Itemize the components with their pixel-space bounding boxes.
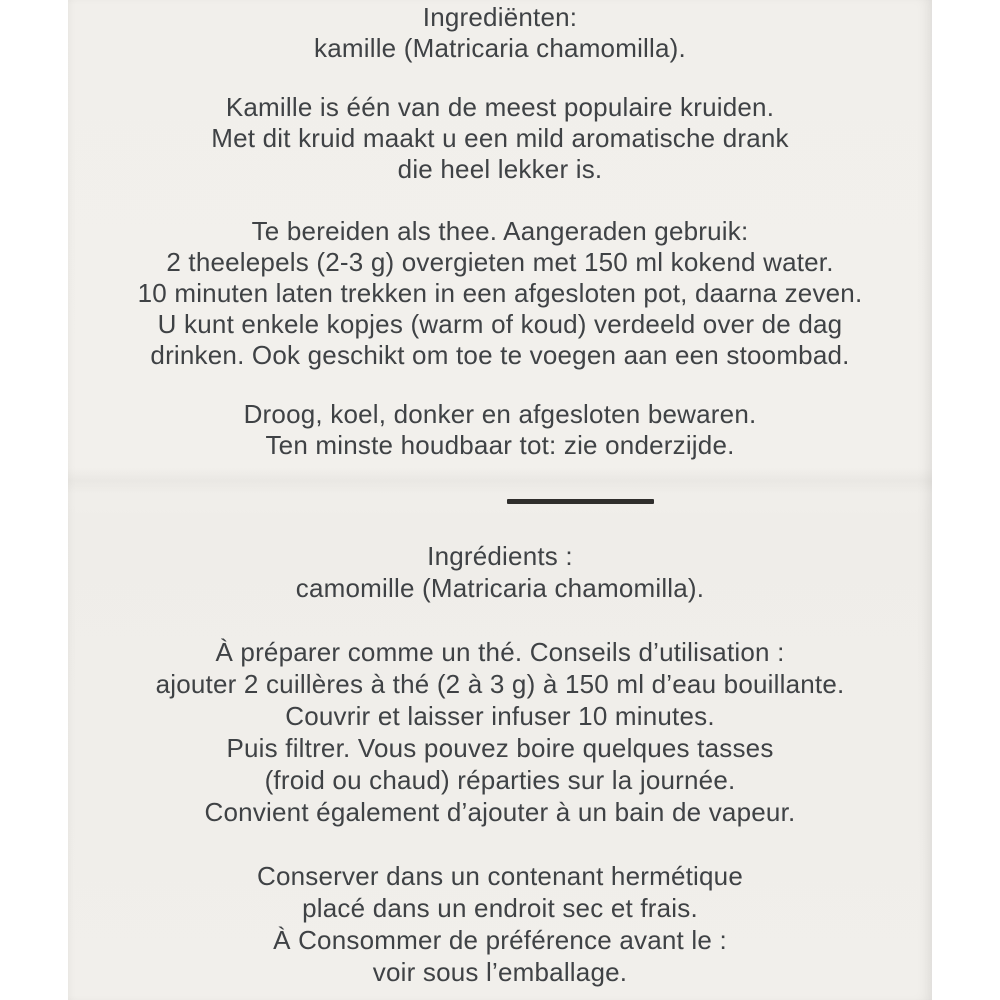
nl-description-section — [68, 92, 932, 185]
label-line: (froid ou chaud) réparties sur la journée. — [264, 765, 736, 795]
paper-crease — [68, 468, 932, 494]
label-line: drinken. Ook geschikt om toe te voegen aan een stoombad. — [150, 340, 850, 370]
section-divider — [507, 499, 654, 504]
label-line: ajouter 2 cuillères à thé (2 à 3 g) à 150 ml d’eau bouillante. — [155, 669, 845, 699]
label-line: 10 minuten laten trekken in een afgesloten pot, daarna zeven. — [137, 278, 863, 308]
label-line: Convient également d’ajouter à un bain de vapeur. — [204, 797, 796, 827]
nl-ingredients-value: kamille (Matricaria chamomilla). — [314, 33, 686, 63]
label-line: voir sous l’emballage. — [372, 957, 628, 987]
label-line: U kunt enkele kopjes (warm of koud) verdeeld over de dag — [157, 309, 843, 339]
tea-label-paper — [68, 0, 932, 1000]
label-line: Ten minste houdbaar tot: zie onderzijde. — [265, 430, 735, 460]
nl-ingredients-section — [68, 2, 932, 64]
label-line: Met dit kruid maakt u een mild aromatische drank — [211, 123, 789, 153]
label-line: Te bereiden als thee. Aangeraden gebruik: — [251, 216, 749, 246]
fr-storage-section — [68, 860, 932, 988]
label-line: Droog, koel, donker en afgesloten bewaren. — [243, 399, 757, 429]
nl-storage-section — [68, 399, 932, 461]
label-line: À Consommer de préférence avant le : — [273, 925, 727, 955]
nl-ingredients-title: Ingrediënten: — [422, 2, 578, 32]
nl-preparation-section — [68, 216, 932, 371]
fr-preparation-section — [68, 636, 932, 828]
fr-ingredients-title: Ingrédients : — [427, 541, 573, 571]
label-line: Couvrir et laisser infuser 10 minutes. — [285, 701, 715, 731]
fr-ingredients-value: camomille (Matricaria chamomilla). — [295, 573, 705, 603]
label-line: À préparer comme un thé. Conseils d’utilisation : — [215, 637, 785, 667]
label-line: placé dans un endroit sec et frais. — [302, 893, 698, 923]
fr-ingredients-section — [68, 540, 932, 604]
label-line: Puis filtrer. Vous pouvez boire quelques tasses — [226, 733, 774, 763]
label-line: Conserver dans un contenant hermétique — [256, 861, 743, 891]
label-line: 2 theelepels (2-3 g) overgieten met 150 ml kokend water. — [166, 247, 834, 277]
label-line: die heel lekker is. — [397, 154, 603, 184]
label-line: Kamille is één van de meest populaire kruiden. — [225, 92, 775, 122]
